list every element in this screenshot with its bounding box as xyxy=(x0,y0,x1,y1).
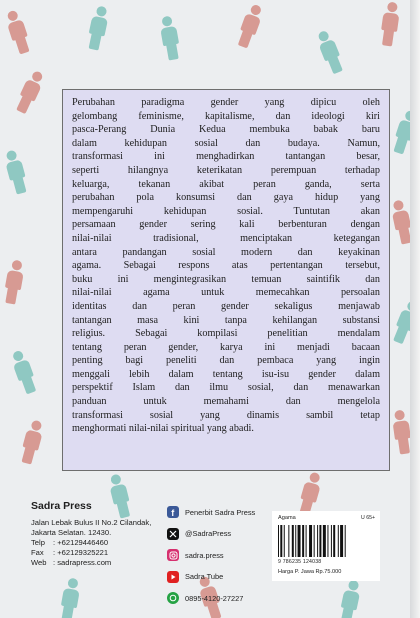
social-label: @SadraPress xyxy=(185,529,232,538)
synopsis-line: dalam kehidupan sosial dan budaya. Namun, xyxy=(72,137,380,149)
fax-label: Fax xyxy=(31,548,44,557)
web-value: : sadrapress.com xyxy=(53,558,112,567)
telp-label: Telp xyxy=(31,538,45,547)
barcode-bar xyxy=(331,525,332,557)
person-figure-icon xyxy=(7,348,41,396)
person-figure-icon xyxy=(233,2,267,50)
whatsapp-icon xyxy=(167,592,179,604)
person-figure-icon xyxy=(0,259,27,306)
synopsis-line: nilai-nilai agama untuk memecahkan persoalan xyxy=(72,287,380,299)
person-figure-icon xyxy=(377,1,403,47)
synopsis-line: buku ini mengintegrasikan temuan saintifik dan xyxy=(72,273,380,285)
synopsis-line: mempengaruhi kehidupan sosial. Tuntutan akan xyxy=(72,205,380,217)
svg-text:f: f xyxy=(171,507,175,517)
person-figure-icon xyxy=(2,8,35,56)
telp-row xyxy=(31,538,171,548)
barcode-bar xyxy=(319,525,321,557)
youtube-icon xyxy=(167,571,179,583)
web-label: Web xyxy=(31,558,47,567)
publisher-info xyxy=(31,500,171,568)
synopsis-line: agama. Sebagai respons atas pertentangan tersebut, xyxy=(72,260,380,272)
barcode-bar xyxy=(292,525,294,557)
social-label: sadra.press xyxy=(185,550,224,560)
social-item-youtube xyxy=(167,568,277,586)
barcode-bar xyxy=(317,525,318,557)
price-label: Harga P. Jawa Rp.75.000 xyxy=(278,569,342,575)
synopsis-line: keluarga, tekanan akibat peran ganda, serta xyxy=(72,178,380,190)
person-figure-icon xyxy=(156,15,183,62)
barcode-label xyxy=(272,511,380,581)
synopsis-line: persamaan gender sering kali berbenturan dengan xyxy=(72,219,380,231)
social-label: 0895-4120-27227 xyxy=(185,593,244,603)
synopsis-line: gelombang feminisme, kapitalisme, dan ideologi kiri xyxy=(72,110,380,122)
fax-value: : +62129325221 xyxy=(53,548,109,557)
barcode-bar xyxy=(302,525,304,557)
synopsis-line: nilai-nilai tradisional, menciptakan ketegangan xyxy=(72,232,380,244)
barcode-bar xyxy=(288,525,289,557)
telp-value: : +62129446460 xyxy=(53,538,109,547)
web-row xyxy=(31,558,171,568)
person-figure-icon xyxy=(56,577,83,618)
synopsis-line: tentang peran gender, karya ini menjadi bacaan xyxy=(72,341,380,353)
person-figure-icon xyxy=(336,578,365,618)
barcode-bar xyxy=(323,525,326,557)
barcode-bar xyxy=(333,525,335,557)
synopsis-line: transformasi sosial yang dinamis sambil tetap xyxy=(72,409,380,421)
barcode-bar xyxy=(298,525,301,557)
social-item-instagram xyxy=(167,546,277,564)
synopsis-line: pasca-Perang Dunia Kedua membuka babak baru xyxy=(72,124,380,136)
barcode-bar xyxy=(340,525,343,557)
barcode-bar xyxy=(345,525,346,557)
barcode-bar xyxy=(295,525,296,557)
social-item-facebook xyxy=(167,503,277,521)
person-figure-icon xyxy=(84,4,113,51)
address-line: Jakarta Selatan. 12430. xyxy=(31,528,112,537)
publisher-name: Sadra Press xyxy=(31,500,92,512)
synopsis-line: Perubahan paradigma gender yang dipicu oleh xyxy=(72,97,380,108)
synopsis-line: perspektif Islam dan ilmu sosial, dan menawarkan xyxy=(72,382,380,394)
address-line: Jalan Lebak Bulus II No.2 Cilandak, xyxy=(31,518,152,527)
barcode-bar xyxy=(314,525,315,557)
synopsis-line: tantangan masa kini tanpa kehilangan substansi xyxy=(72,314,380,326)
category-label: Agama xyxy=(278,515,296,521)
spine-edge xyxy=(410,0,420,618)
synopsis-line: perubahan pola konsumsi dan gaya hidup yang xyxy=(72,192,380,204)
age-rating: U 65+ xyxy=(361,515,375,521)
fax-row xyxy=(31,548,171,558)
synopsis-line: panduan untuk memahami dan mengelola xyxy=(72,396,380,408)
social-item-whatsapp xyxy=(167,589,277,607)
barcode-bar xyxy=(309,525,312,557)
synopsis-line: antara pandangan sosial modern dan keyakinan xyxy=(72,246,380,258)
person-figure-icon xyxy=(1,148,32,196)
isbn-barcode xyxy=(278,525,372,557)
social-links xyxy=(167,503,277,611)
person-figure-icon xyxy=(12,68,49,116)
barcode-bar xyxy=(278,525,279,557)
synopsis-line: menggali lebih dalam tentang isu-isu gender dalam xyxy=(72,368,380,380)
social-item-x xyxy=(167,525,277,543)
social-label: Penerbit Sadra Press xyxy=(185,507,256,517)
synopsis-line: religius. Sebagai kompilasi penelitian mendalam xyxy=(72,328,380,340)
barcode-bar xyxy=(284,525,285,557)
synopsis-line: identitas dan peran gender sekaligus menjawab xyxy=(72,300,380,312)
instagram-icon xyxy=(167,549,179,561)
synopsis-text xyxy=(72,96,380,436)
barcode-bar xyxy=(338,525,339,557)
synopsis-line: penting bagi peneliti dan pembaca yang ingin xyxy=(72,355,380,367)
person-figure-icon xyxy=(17,418,48,466)
synopsis-line: seperti hilangnya keterikatan perempuan terhadap xyxy=(72,164,380,176)
isbn-number: 9 786235 124038 xyxy=(278,559,322,565)
synopsis-panel xyxy=(62,89,390,471)
barcode-bar xyxy=(306,525,307,557)
publisher-address xyxy=(31,518,171,538)
barcode-bar xyxy=(280,525,282,557)
synopsis-line: transformasi ini menghadirkan tantangan besar, xyxy=(72,151,380,163)
social-label: Sadra Tube xyxy=(185,572,224,581)
synopsis-line: menghormati nilai-nilai spiritual yang abadi. xyxy=(72,423,254,435)
x-icon xyxy=(167,528,179,540)
barcode-bar xyxy=(327,525,328,557)
person-figure-icon xyxy=(312,28,347,76)
facebook-icon xyxy=(167,506,179,518)
